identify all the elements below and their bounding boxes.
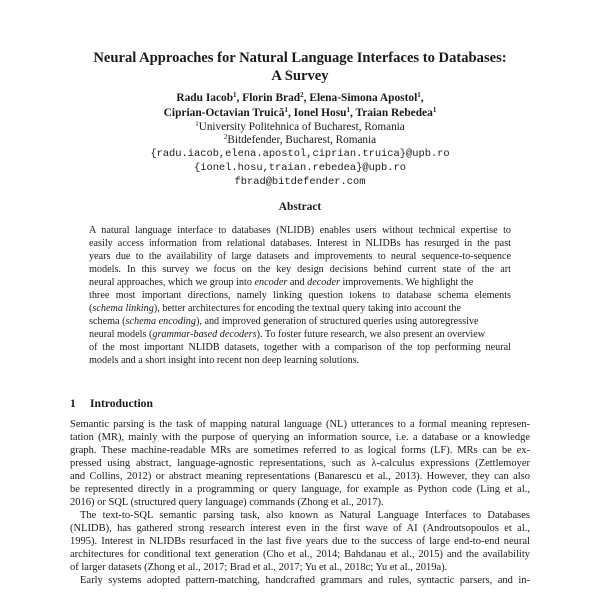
affiliation-mark: 1 bbox=[195, 120, 199, 128]
body-line: Early systems adopted pattern-matching, handcrafted grammars and rules, syntactic parsers, and in- bbox=[80, 575, 530, 586]
body-line: pressed using abstract, language-agnostic representations, such as λ-calculus expressions (Zettlemoyer bbox=[70, 458, 530, 469]
affiliation-mark: 1 bbox=[284, 106, 288, 114]
abstract-line: schema (schema encoding), and improved generation of structured queries using autoregressive bbox=[89, 316, 479, 327]
author-name: Traian Rebedea bbox=[355, 107, 433, 119]
email-line-3: fbrad@bitdefender.com bbox=[234, 176, 366, 188]
abstract-line: easily access information from relational databases. Interest in NLIDBs has resurged in the past bbox=[89, 238, 511, 249]
abstract-line: years due to the availability of large datasets and improvements to neural sequence-to-sequence bbox=[89, 251, 511, 262]
decoder-term: decoder bbox=[307, 277, 340, 288]
schema-linking-term: schema linking bbox=[92, 303, 154, 314]
affiliation-mark: 1 bbox=[432, 106, 437, 114]
section-heading bbox=[70, 397, 153, 410]
email-line-2: {ionel.hosu,traian.rebedea}@upb.ro bbox=[193, 162, 406, 174]
abstract-line: neural models (grammar-based decoders). To foster future research, we also present an overview bbox=[89, 329, 486, 340]
affiliation-mark: 1 bbox=[233, 91, 237, 99]
affiliation-2: $^2$Bitdefender, Bucharest, Romania bbox=[223, 133, 377, 146]
authors-line-1: Radu Iacob$^1$, Florin Brad$^2$, Elena-Simona Apostol$^1$, bbox=[176, 91, 424, 104]
email-line-1: {radu.iacob,elena.apostol,ciprian.truica}@upb.ro bbox=[150, 148, 450, 160]
body-line: and Collins, 2012) or abstract meaning representations (Banarescu et al., 2013). However, they can also bbox=[70, 471, 530, 482]
author-name: Florin Brad bbox=[242, 92, 301, 104]
schema-encoding-term: schema encoding bbox=[125, 316, 196, 327]
abstract-line: of the most important NLIDB datasets, together with a comparison of the top performing neural bbox=[89, 342, 511, 353]
body-line: 2016) or SQL (structured query language) commands (Zhong et al., 2017). bbox=[70, 497, 384, 508]
abstract-heading: Abstract bbox=[278, 201, 322, 213]
paper-title-line-1: Neural Approaches for Natural Language Interfaces to Databases: bbox=[93, 50, 507, 66]
affiliation-mark: 1 bbox=[346, 106, 350, 114]
affiliation-mark: 2 bbox=[300, 91, 304, 99]
affiliation-mark: 1 bbox=[417, 91, 421, 99]
body-line: architectures for conditional text generation (Cho et al., 2014; Bahdanau et al., 2015) and the availability bbox=[70, 549, 530, 560]
body-line: be represented directly in a programming or query language, for example as Python code (Ling et al., bbox=[70, 484, 530, 495]
abstract-line: models and a short insight into recent non deep learning solutions. bbox=[89, 355, 360, 366]
abstract-line: models. In this survey we focus on the key design decisions behind current state of the art bbox=[89, 264, 511, 275]
abstract-line: neural approaches, which we group into encoder and decoder improvements. We highlight the bbox=[89, 277, 474, 288]
section-title: Introduction bbox=[90, 397, 153, 410]
encoder-term: encoder bbox=[254, 277, 288, 288]
section-number: 1 bbox=[70, 397, 76, 410]
abstract-line: A natural language interface to databases (NLIDB) enables users without technical expertise to bbox=[89, 225, 511, 236]
author-name: Elena-Simona Apostol bbox=[309, 92, 418, 104]
body-line: graph. These machine-readable MRs are sometimes referred to as logical forms (LF). MRs can be ex- bbox=[70, 445, 530, 456]
author-name: Ciprian-Octavian Truică bbox=[163, 107, 285, 119]
body-line: (NLIDB), has gathered strong research interest even in the first wave of AI (Androutsopoulos et al., bbox=[70, 523, 530, 534]
abstract-line: three most important directions, namely linking question tokens to database schema elements bbox=[89, 290, 511, 301]
authors-line-2: Ciprian-Octavian Truică$^1$, Ionel Hosu$^1$, Traian Rebedea$^1$ bbox=[163, 106, 437, 119]
grammar-decoders-term: grammar-based decoders bbox=[152, 329, 257, 340]
abstract-line: (schema linking), better architectures for encoding the textual query taking into account the bbox=[89, 303, 462, 314]
body-line: Semantic parsing is the task of mapping natural language (NL) utterances to a formal meaning represen- bbox=[70, 419, 530, 430]
affiliation-mark: 2 bbox=[223, 133, 228, 141]
author-name: Radu Iacob bbox=[176, 92, 234, 104]
body-line: The text-to-SQL semantic parsing task, also known as Natural Language Interfaces to Databases bbox=[80, 510, 530, 521]
body-line: of larger datasets (Zhong et al., 2017; Brad et al., 2017; Yu et al., 2018c; Yu et al., 2019a). bbox=[70, 562, 448, 573]
body-line: tation (MR), mainly with the purpose of querying an information source, i.e. a database or a knowledge bbox=[70, 432, 530, 443]
author-name: Ionel Hosu bbox=[293, 107, 347, 119]
paper-title-line-2: A Survey bbox=[271, 68, 329, 84]
affiliation-1: $^1$University Politehnica of Bucharest, Romania bbox=[195, 120, 405, 133]
body-line: 1995). Interest in NLIDBs resurfaced in the last five years due to the success of large end-to-end neural bbox=[70, 536, 530, 547]
